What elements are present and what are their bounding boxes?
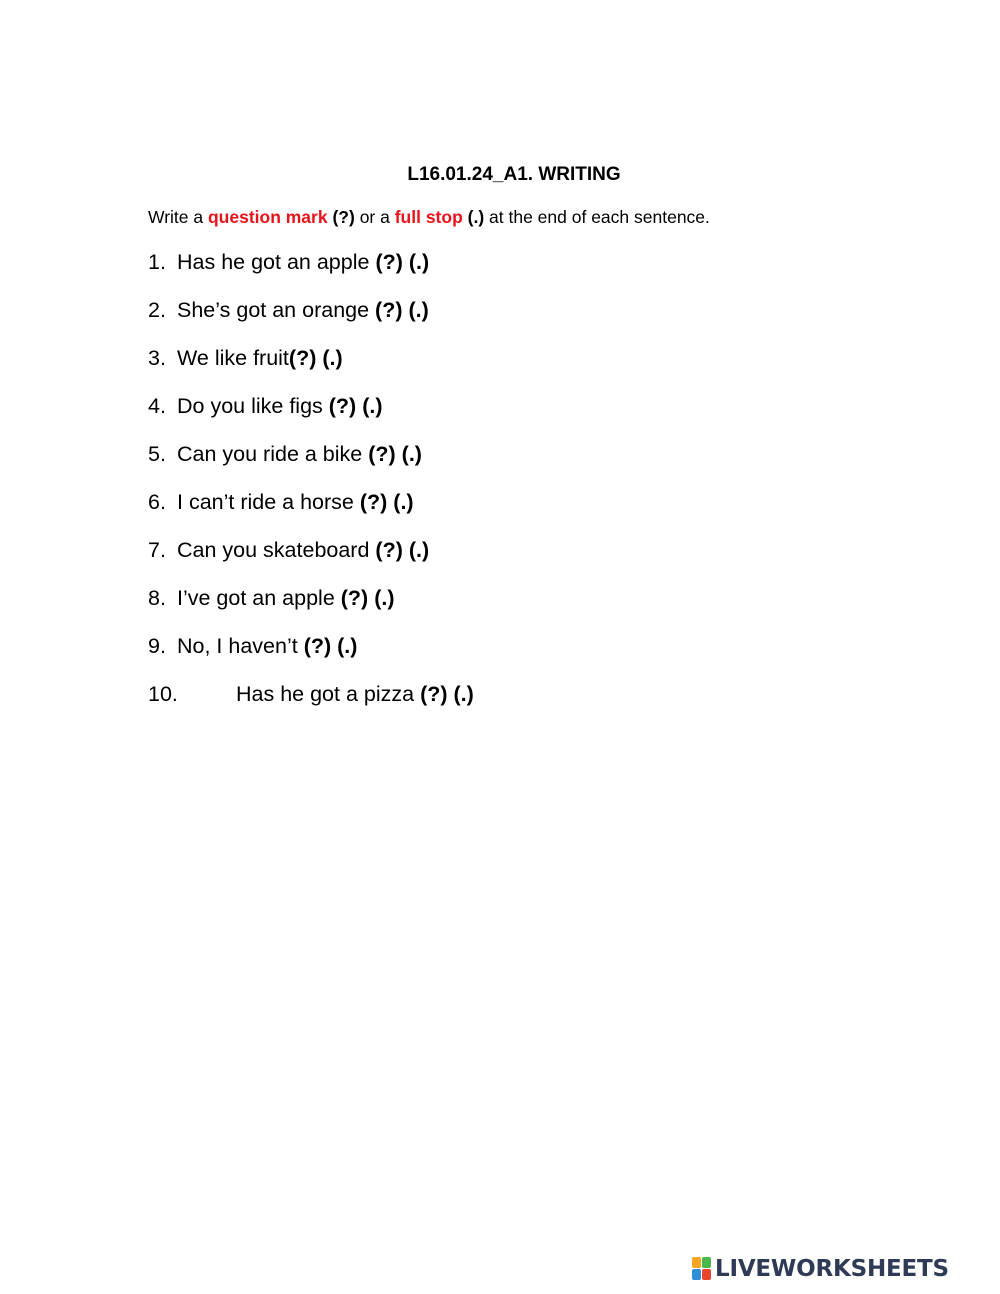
item-number: 6. <box>148 490 166 514</box>
item-sentence <box>236 678 474 710</box>
punctuation-options[interactable]: (?) (.) <box>288 346 343 370</box>
punctuation-options[interactable]: (?) (.) <box>359 490 414 514</box>
sentence-text: No, I haven’t <box>177 634 304 658</box>
liveworksheets-logo-icon <box>692 1257 712 1281</box>
item-number: 4. <box>148 394 166 418</box>
instruction-part: Write a <box>148 207 208 227</box>
punctuation-options[interactable]: (?) (.) <box>375 250 430 274</box>
sentence-text: Do you like figs <box>177 394 329 418</box>
sentence-text: She’s got an orange <box>177 298 376 322</box>
sentence-text: Has he got a pizza <box>236 682 421 706</box>
item-number: 2. <box>148 298 166 322</box>
item-number: 3. <box>148 346 166 370</box>
item-sentence <box>177 342 343 374</box>
item-sentence <box>177 630 357 662</box>
punctuation-options[interactable]: (?) (.) <box>375 298 429 322</box>
worksheet-title: L16.01.24_A1. WRITING <box>407 164 621 185</box>
item-sentence <box>177 486 414 518</box>
item-number: 7. <box>148 538 166 562</box>
punctuation-options[interactable]: (?) (.) <box>368 442 422 466</box>
instruction-term-full-stop: full stop <box>394 207 463 227</box>
instruction-text <box>148 204 710 230</box>
liveworksheets-logo[interactable] <box>692 1254 949 1284</box>
punctuation-options[interactable]: (?) (.) <box>328 394 383 418</box>
sentence-text: We like fruit <box>177 346 289 370</box>
item-sentence <box>177 390 382 422</box>
item-number: 1. <box>148 250 166 274</box>
item-number: 10. <box>148 682 178 706</box>
item-sentence <box>177 246 429 278</box>
sentence-text: Can you ride a bike <box>177 442 369 466</box>
item-sentence <box>177 294 429 326</box>
item-sentence <box>177 438 422 470</box>
item-number: 9. <box>148 634 166 658</box>
punctuation-options[interactable]: (?) (.) <box>340 586 395 610</box>
instruction-part: or a <box>354 207 395 227</box>
instruction-part: at the end of each sentence. <box>484 207 710 227</box>
punctuation-options[interactable]: (?) (.) <box>303 634 358 658</box>
item-number: 8. <box>148 586 166 610</box>
instruction-symbol-full-stop: (.) <box>467 207 485 227</box>
sentence-text: I’ve got an apple <box>177 586 341 610</box>
sentence-text: I can’t ride a horse <box>177 490 360 514</box>
instruction-symbol-question: (?) <box>332 207 355 227</box>
logo-text: LIVEWORKSHEETS <box>715 1256 949 1282</box>
item-sentence <box>177 582 394 614</box>
item-number: 5. <box>148 442 166 466</box>
sentence-text: Can you skateboard <box>177 538 376 562</box>
sentence-text: Has he got an apple <box>177 250 376 274</box>
instruction-term-question-mark: question mark <box>207 207 328 227</box>
punctuation-options[interactable]: (?) (.) <box>375 538 430 562</box>
punctuation-options[interactable]: (?) (.) <box>420 682 474 706</box>
item-sentence <box>177 534 429 566</box>
